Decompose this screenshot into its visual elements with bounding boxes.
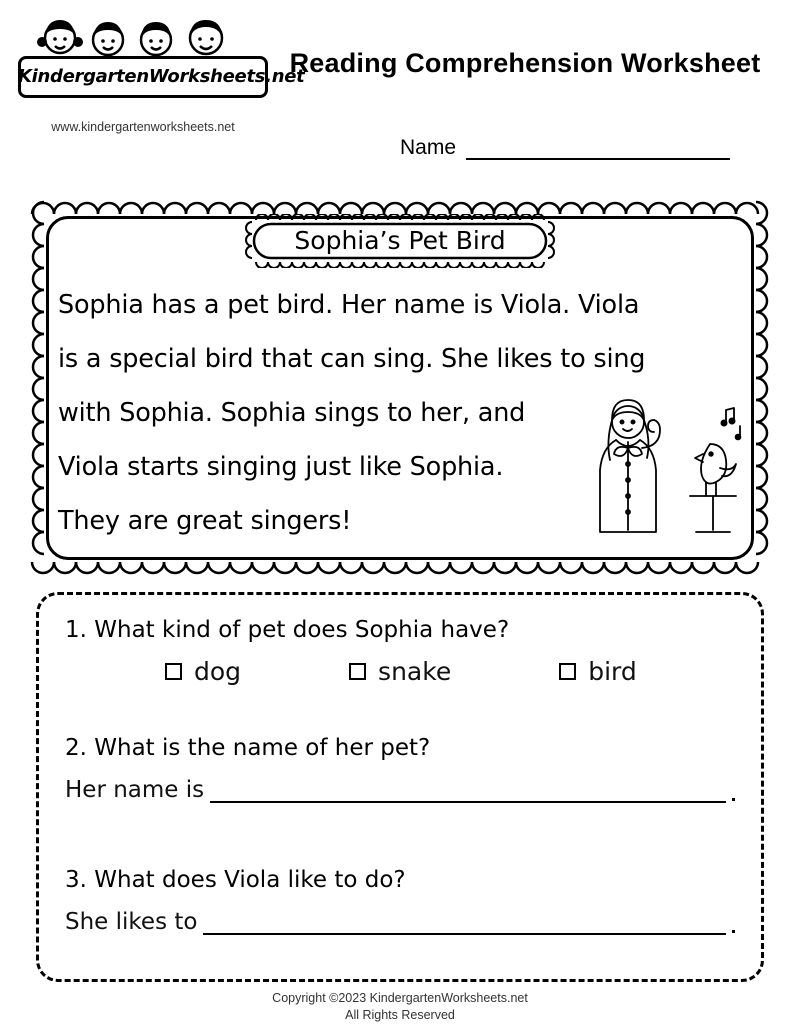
question-1 [65, 617, 735, 686]
question-3-answer-row [65, 909, 735, 935]
checkbox-icon[interactable] [165, 663, 182, 680]
page-title: Reading Comprehension Worksheet [289, 48, 761, 78]
name-field-row [400, 136, 730, 160]
story-line: They are great singers! [58, 506, 352, 536]
story-line: Viola starts singing just like Sophia. [58, 452, 504, 482]
page-footer [0, 990, 800, 1024]
girl-and-bird-illustration-icon [570, 392, 750, 542]
site-url: www.kindergartenworksheets.net [51, 120, 235, 134]
questions-box [36, 592, 764, 982]
story-line: with Sophia. Sophia sings to her, and [58, 398, 526, 428]
story-line: is a special bird that can sing. She likes to sing [58, 344, 646, 374]
question-3 [65, 867, 735, 935]
choice-label: bird [588, 657, 637, 686]
reading-passage-box [26, 196, 774, 580]
choice-bird[interactable] [559, 657, 637, 686]
story-line: Sophia has a pet bird. Her name is Viola. Viola [58, 290, 640, 320]
name-label: Name [400, 136, 457, 159]
line-end-dot [732, 930, 735, 933]
answer-input-line[interactable] [210, 779, 726, 803]
question-3-text: 3. What does Viola like to do? [65, 867, 406, 893]
question-2-answer-row [65, 777, 735, 803]
story-title: Sophia’s Pet Bird [294, 226, 506, 255]
page-header [0, 0, 800, 159]
choice-label: dog [194, 657, 242, 686]
story-title-badge [240, 214, 560, 268]
logo-text: KindergartenWorksheets.net [18, 66, 305, 87]
checkbox-icon[interactable] [559, 663, 576, 680]
line-end-dot [732, 798, 735, 801]
rights-text: All Rights Reserved [345, 1008, 455, 1022]
choice-snake[interactable] [349, 657, 451, 686]
answer-prefix: She likes to [65, 909, 198, 935]
answer-prefix: Her name is [65, 777, 205, 803]
copyright-text: Copyright ©2023 KindergartenWorksheets.net [272, 991, 528, 1005]
name-input-line[interactable] [466, 138, 730, 160]
answer-input-line[interactable] [203, 911, 726, 935]
question-2 [65, 735, 735, 803]
checkbox-icon[interactable] [349, 663, 366, 680]
choice-label: snake [378, 657, 452, 686]
question-1-choices [65, 657, 735, 686]
question-1-text: 1. What kind of pet does Sophia have? [65, 617, 510, 643]
question-2-text: 2. What is the name of her pet? [65, 735, 431, 761]
choice-dog[interactable] [165, 657, 241, 686]
